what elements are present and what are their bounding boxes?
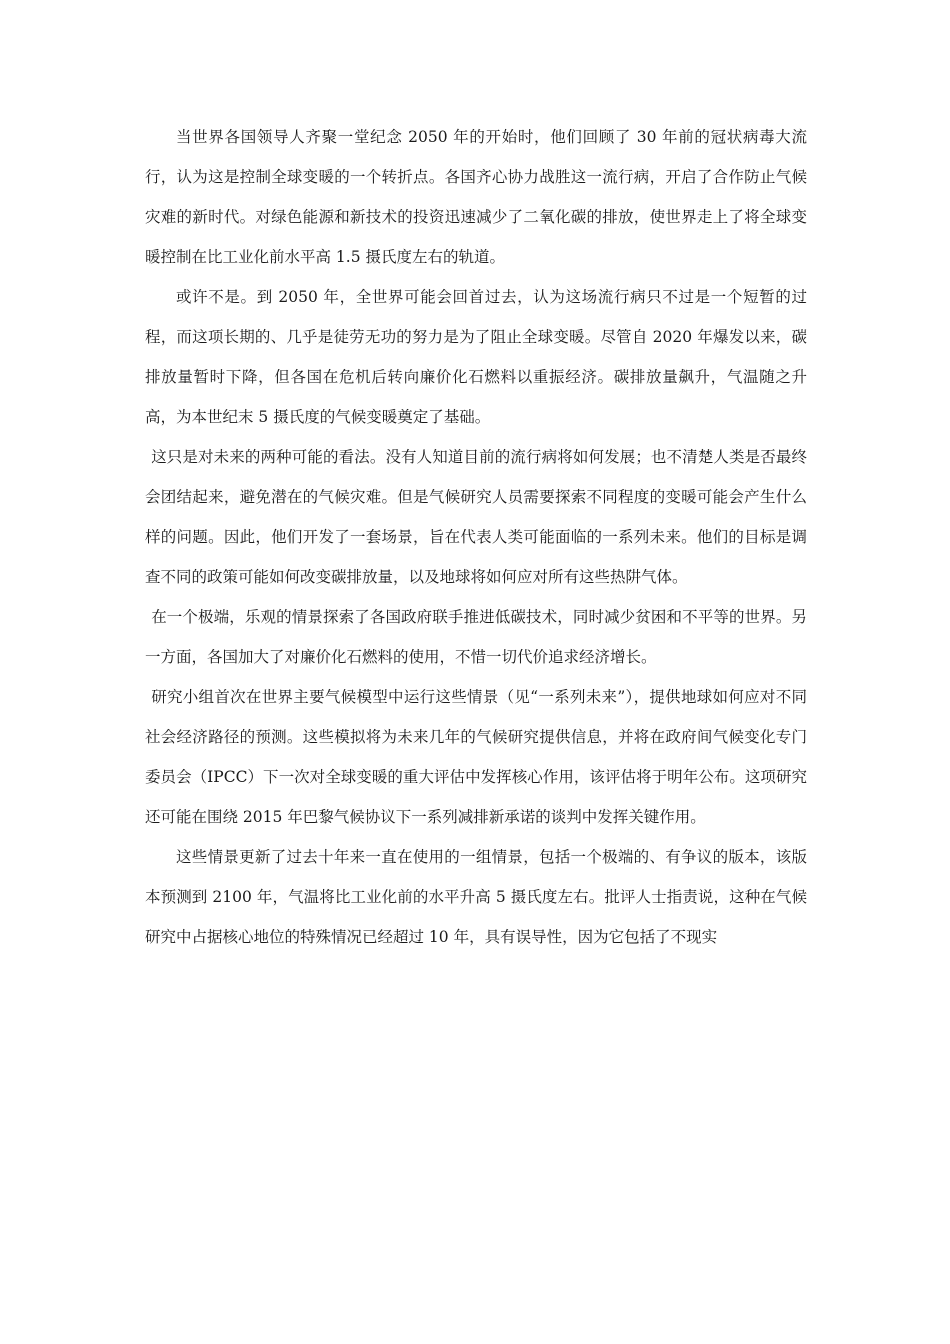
paragraph-4: 在一个极端，乐观的情景探索了各国政府联手推进低碳技术，同时减少贫困和不平等的世界。另一方面，各国加大了对廉价化石燃料的使用，不惜一切代价追求经济增长。 (145, 608, 807, 666)
paragraph-5: 研究小组首次在世界主要气候模型中运行这些情景（见“一系列未来”），提供地球如何应对不同社会经济路径的预测。这些模拟将为未来几年的气候研究提供信息，并将在政府间气候变化专门委员会（IPCC）下一次对全球变暖的重大评估中发挥核心作用，该评估将于明年公布。这项研究还可能在围绕 2015 年巴黎气候协议下一系列减排新承诺的谈判中发挥关键作用。 (145, 688, 807, 826)
paragraph-6: 这些情景更新了过去十年来一直在使用的一组情景，包括一个极端的、有争议的版本，该版本预测到 2100 年，气温将比工业化前的水平升高 5 摄氏度左右。批评人士指责说，这种在气候研究中占据核心地位的特殊情况已经超过 10 年，具有误导性，因为它包括了不现实 (145, 848, 807, 946)
paragraph-2: 或许不是。到 2050 年，全世界可能会回首过去，认为这场流行病只不过是一个短暂的过程，而这项长期的、几乎是徒劳无功的努力是为了阻止全球变暖。尽管自 2020 年爆发以来，碳排放量暂时下降，但各国在危机后转向廉价化石燃料以重振经济。碳排放量飙升，气温随之升高，为本世纪末 5 摄氏度的气候变暖奠定了基础。 (145, 288, 807, 426)
document-body (145, 117, 807, 957)
paragraph-1: 当世界各国领导人齐聚一堂纪念 2050 年的开始时，他们回顾了 30 年前的冠状病毒大流行，认为这是控制全球变暖的一个转折点。各国齐心协力战胜这一流行病，开启了合作防止气候灾难的新时代。对绿色能源和新技术的投资迅速减少了二氧化碳的排放，使世界走上了将全球变暖控制在比工业化前水平高 1.5 摄氏度左右的轨道。 (145, 128, 807, 266)
paragraph-3: 这只是对未来的两种可能的看法。没有人知道目前的流行病将如何发展；也不清楚人类是否最终会团结起来，避免潜在的气候灾难。但是气候研究人员需要探索不同程度的变暖可能会产生什么样的问题。因此，他们开发了一套场景，旨在代表人类可能面临的一系列未来。他们的目标是调查不同的政策可能如何改变碳排放量，以及地球将如何应对所有这些热阱气体。 (145, 448, 807, 586)
